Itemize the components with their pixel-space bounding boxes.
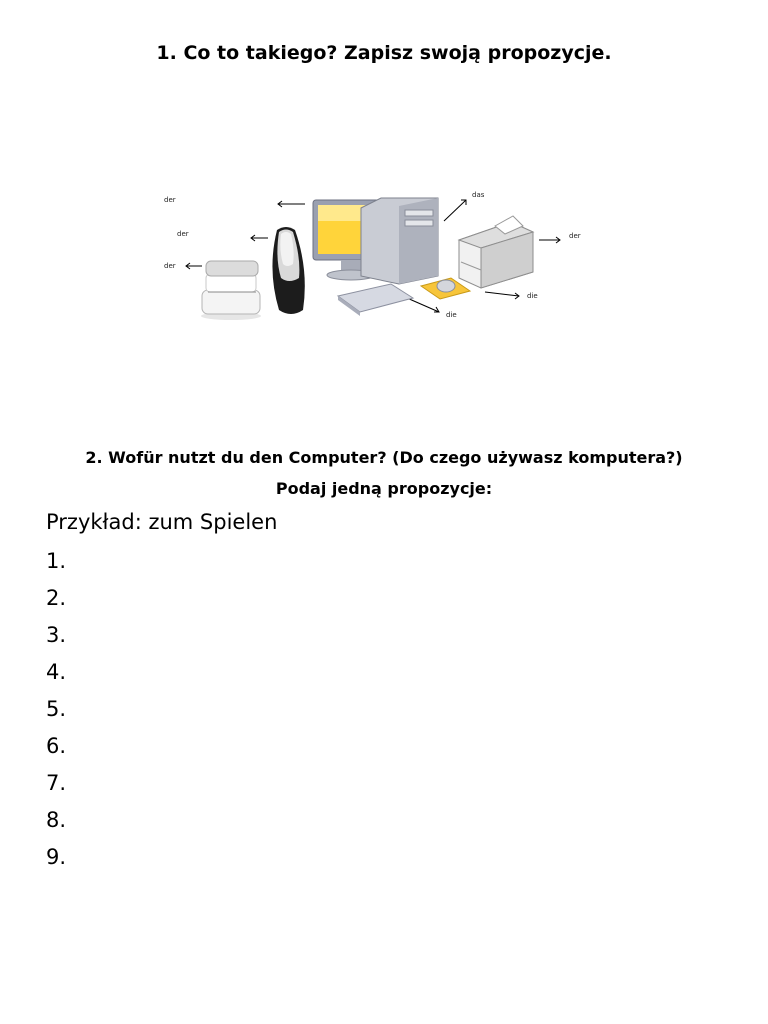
label-der-top: der <box>164 196 176 204</box>
keyboard-icon <box>338 284 413 316</box>
list-item: 5. <box>46 697 67 721</box>
label-der-printer: der <box>569 232 581 240</box>
example-answer: Przykład: zum Spielen <box>46 510 278 534</box>
list-item: 1. <box>46 549 67 573</box>
list-item: 2. <box>46 586 67 610</box>
answer-list <box>46 546 66 879</box>
label-das: das <box>472 191 485 199</box>
label-die-mouse: die <box>527 292 538 300</box>
list-item: 7. <box>46 771 67 795</box>
question-2-title: 2. Wofür nutzt du den Computer? (Do czego używasz komputera?) <box>85 448 683 467</box>
printer-icon <box>459 216 533 288</box>
list-item: 9. <box>46 845 67 869</box>
mouse-icon <box>421 278 470 299</box>
question-1-title: 1. Co to takiego? Zapisz swoją propozycje. <box>156 42 612 64</box>
label-die-keyboard: die <box>446 311 457 319</box>
scanner-icon <box>201 261 261 320</box>
speaker-icon <box>272 227 304 314</box>
computer-tower-icon <box>361 198 438 284</box>
computer-equipment-illustration <box>155 180 595 330</box>
question-2-subtitle: Podaj jedną propozycje: <box>275 479 493 498</box>
list-item: 8. <box>46 808 67 832</box>
label-der-middle: der <box>177 230 189 238</box>
list-item: 4. <box>46 660 67 684</box>
label-der-scanner: der <box>164 262 176 270</box>
list-item: 3. <box>46 623 67 647</box>
list-item: 6. <box>46 734 67 758</box>
